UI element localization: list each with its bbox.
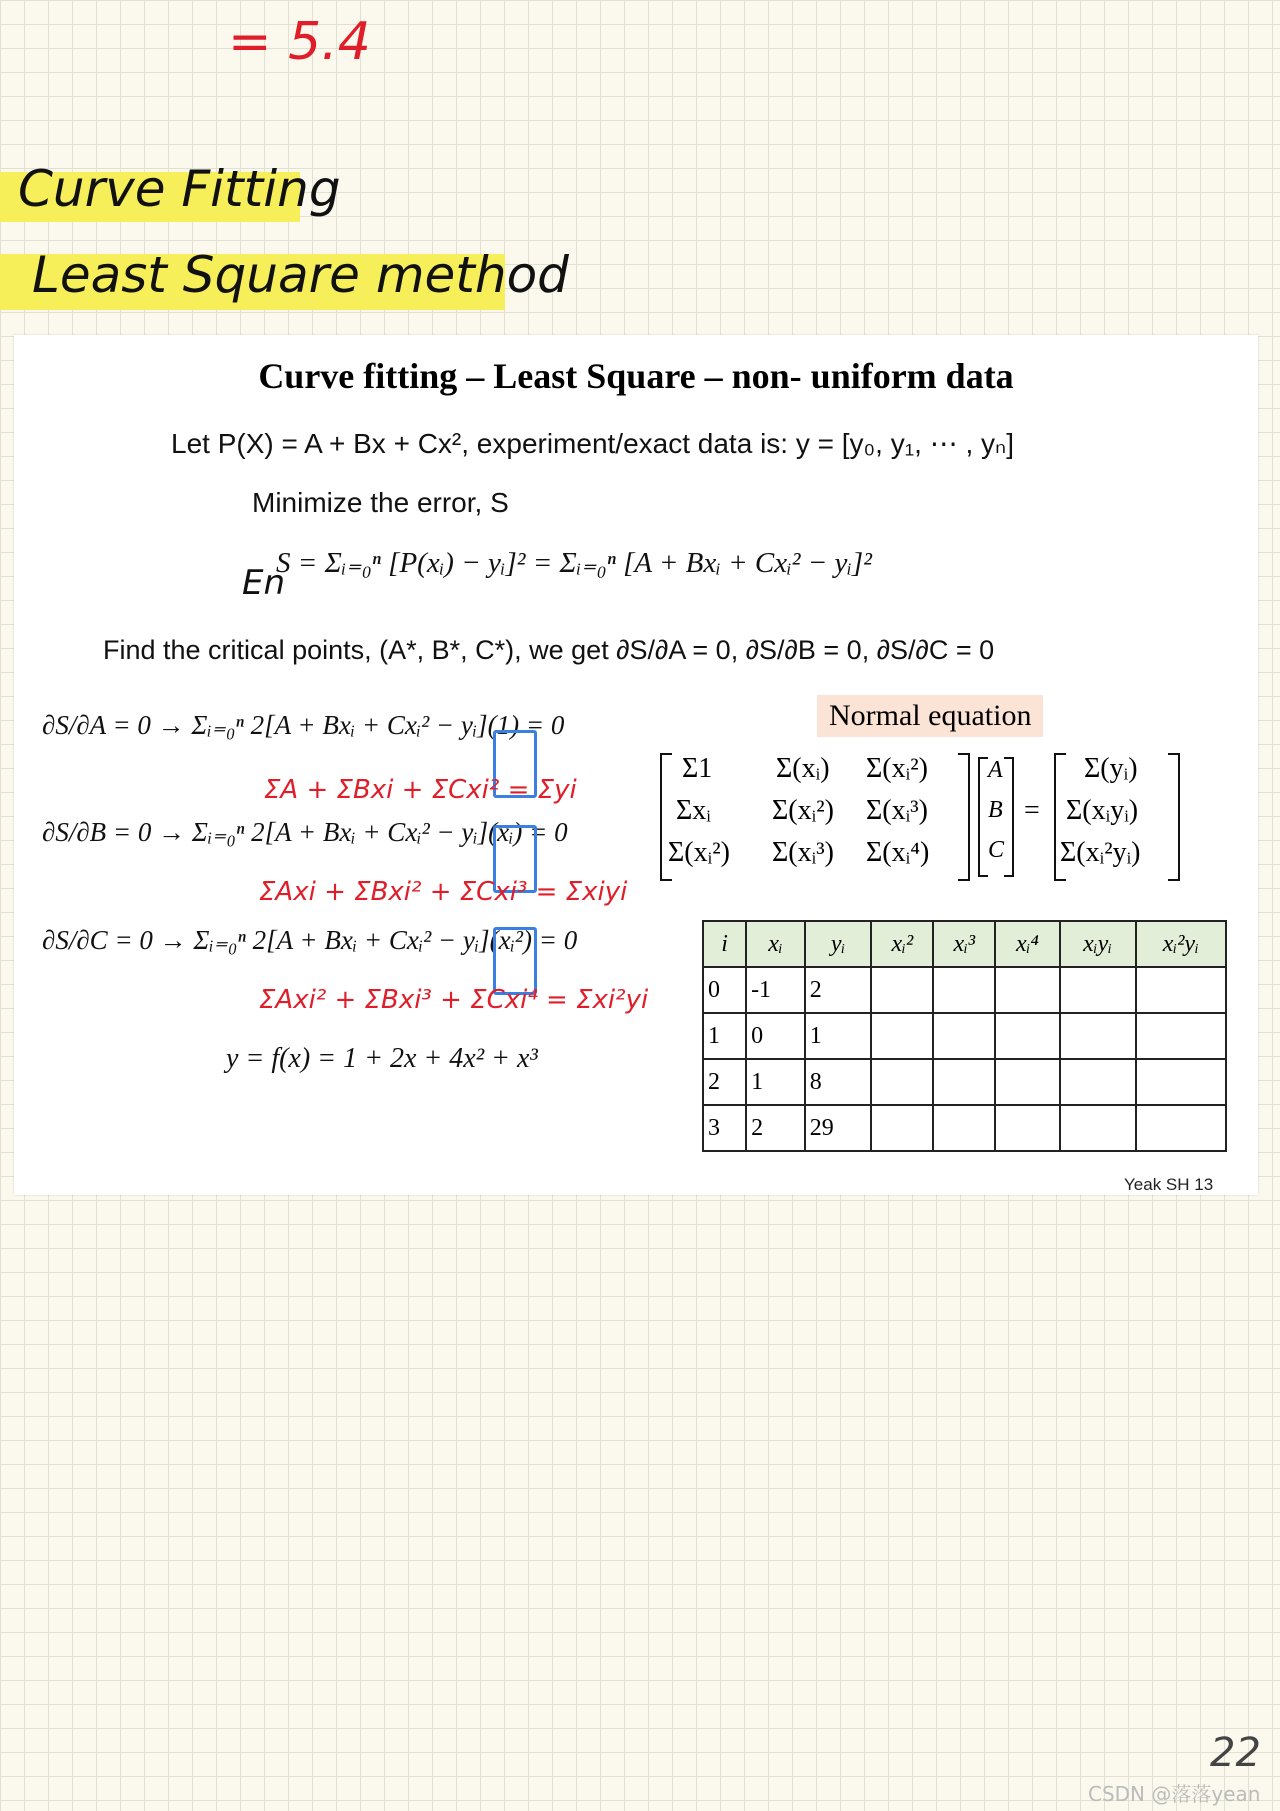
watermark: CSDN @落落yean: [1088, 1782, 1261, 1806]
table-row: [703, 967, 1226, 1013]
data-table: [702, 920, 1227, 1152]
cell: 0: [703, 967, 746, 1013]
cell: [1060, 967, 1136, 1013]
error-formula: S = Σᵢ₌₀ⁿ [P(xᵢ) − yᵢ]² = Σᵢ₌₀ⁿ [A + Bxᵢ + Cxᵢ² − yᵢ]²: [276, 547, 872, 579]
lecture-slide: [14, 335, 1258, 1195]
cell: [1136, 1059, 1226, 1105]
derivative-b: ∂S/∂B = 0 → Σᵢ₌₀ⁿ 2[A + Bxᵢ + Cxᵢ² − yᵢ](xᵢ) = 0: [42, 817, 568, 847]
cell: -1: [746, 967, 805, 1013]
derivative-a: ∂S/∂A = 0 → Σᵢ₌₀ⁿ 2[A + Bxᵢ + Cxᵢ² − yᵢ](1) = 0: [42, 710, 565, 740]
cell: 29: [805, 1105, 872, 1151]
equals-sign: =: [1024, 795, 1040, 826]
header-xi2yi: xᵢ²yᵢ: [1136, 921, 1226, 967]
matrix-r1c2: Σ(xᵢ): [776, 753, 830, 784]
function-line: y = f(x) = 1 + 2x + 4x² + x³: [226, 1043, 538, 1074]
handwritten-heading-curve-fitting: Curve Fitting: [18, 160, 341, 218]
handwritten-normal-eq-a: ΣA + ΣBxi + ΣCxi² = Σyi: [264, 775, 577, 805]
cell: 8: [805, 1059, 872, 1105]
table-header-row: [703, 921, 1226, 967]
rhs-2: Σ(xᵢyᵢ): [1066, 795, 1139, 826]
header-xi: xᵢ: [746, 921, 805, 967]
cell: [933, 1059, 995, 1105]
normal-equation-matrix: [654, 753, 1194, 885]
cell: [871, 967, 933, 1013]
matrix-r1c1: Σ1: [682, 753, 713, 784]
cell: [995, 1013, 1059, 1059]
handwritten-heading-least-square: Least Square method: [32, 246, 569, 304]
cell: [1060, 1013, 1136, 1059]
matrix-r3c3: Σ(xᵢ⁴): [866, 837, 930, 868]
cell: [1136, 1013, 1226, 1059]
header-xi2: xᵢ²: [871, 921, 933, 967]
matrix-r3c1: Σ(xᵢ²): [668, 837, 730, 868]
matrix-r1c3: Σ(xᵢ²): [866, 753, 928, 784]
matrix-r2c3: Σ(xᵢ³): [866, 795, 928, 826]
cell: 2: [703, 1059, 746, 1105]
header-yi: yᵢ: [805, 921, 872, 967]
unknown-b: B: [988, 797, 1003, 823]
slide-title: Curve fitting – Least Square – non- uniform data: [258, 356, 1014, 396]
cell: 1: [703, 1013, 746, 1059]
handwritten-normal-eq-c: ΣAxi² + ΣBxi³ + ΣCxi⁴ = Σxi²yi: [259, 985, 649, 1015]
cell: [995, 1105, 1059, 1151]
cell: 1: [805, 1013, 872, 1059]
cell: 1: [746, 1059, 805, 1105]
cell: [1136, 1105, 1226, 1151]
header-xi3: xᵢ³: [933, 921, 995, 967]
rhs-3: Σ(xᵢ²yᵢ): [1060, 837, 1141, 868]
cell: [933, 1105, 995, 1151]
cell: 3: [703, 1105, 746, 1151]
rhs-1: Σ(yᵢ): [1084, 753, 1138, 784]
minimize-line: Minimize the error, S: [252, 487, 509, 518]
derivative-c: ∂S/∂C = 0 → Σᵢ₌₀ⁿ 2[A + Bxᵢ + Cxᵢ² − yᵢ](xᵢ²) = 0: [42, 925, 578, 955]
unknown-a: A: [988, 757, 1003, 783]
unknown-c: C: [988, 837, 1005, 863]
cell: [933, 1013, 995, 1059]
matrix-r2c2: Σ(xᵢ²): [772, 795, 834, 826]
intro-line: Let P(X) = A + Bx + Cx², experiment/exact data is: y = [y₀, y₁, ⋯ , yₙ]: [171, 428, 1014, 459]
table-row: [703, 1013, 1226, 1059]
cell: [1060, 1105, 1136, 1151]
normal-equation-label: Normal equation: [817, 695, 1043, 737]
cell: [995, 1059, 1059, 1105]
header-i: i: [703, 921, 746, 967]
cell: [1060, 1059, 1136, 1105]
cell: 2: [746, 1105, 805, 1151]
slide-credit: Yeak SH 13: [1124, 1175, 1214, 1194]
handwritten-normal-eq-b: ΣAxi + ΣBxi² + ΣCxi³ = Σxiyi: [259, 877, 628, 907]
table-row: [703, 1059, 1226, 1105]
cell: [871, 1105, 933, 1151]
critical-points-line: Find the critical points, (A*, B*, C*), we get ∂S/∂A = 0, ∂S/∂B = 0, ∂S/∂C = 0: [103, 635, 995, 665]
handwritten-page-number: 22: [1210, 1730, 1261, 1776]
handwritten-e-mark: En: [242, 563, 286, 603]
cell: [933, 967, 995, 1013]
header-xi4: xᵢ⁴: [995, 921, 1059, 967]
cell: [995, 967, 1059, 1013]
header-xiyi: xᵢyᵢ: [1060, 921, 1136, 967]
matrix-r3c2: Σ(xᵢ³): [772, 837, 834, 868]
cell: 0: [746, 1013, 805, 1059]
cell: [1136, 967, 1226, 1013]
cell: 2: [805, 967, 872, 1013]
matrix-r2c1: Σxᵢ: [676, 795, 711, 826]
cell: [871, 1059, 933, 1105]
handwritten-result: = 5.4: [228, 12, 371, 72]
cell: [871, 1013, 933, 1059]
table-row: [703, 1105, 1226, 1151]
